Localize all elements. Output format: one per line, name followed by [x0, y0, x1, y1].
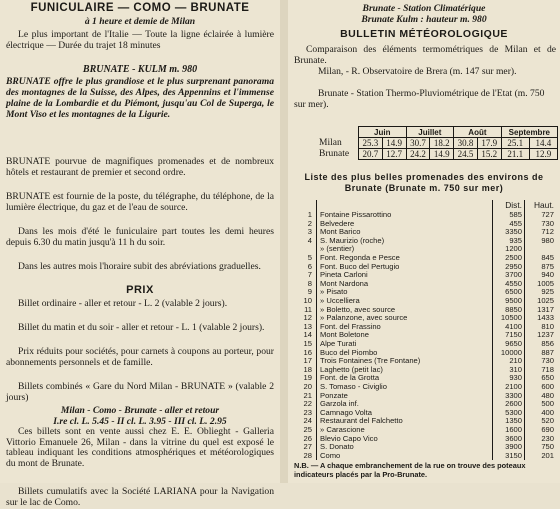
route-distance: 1600: [505, 425, 522, 434]
route-number: 17: [303, 356, 312, 366]
route-name: » Uccelliera: [320, 296, 360, 305]
route-name: Restaurant del Falchetto: [320, 416, 403, 426]
route-distance: 3350: [505, 227, 522, 237]
temp-cell: 21.1: [501, 149, 529, 160]
route-number: 15: [303, 339, 312, 348]
route-distance: 2950: [505, 261, 522, 271]
kulm-header: Brunate Kulm : hauteur m. 980: [361, 14, 487, 25]
route-number: 20: [303, 382, 312, 391]
route-name: Laghetto (petit lac): [320, 364, 383, 374]
panorama-paragraph: BRUNATE offre le plus grandiose et le plus surprenant panorama des montagnes de la Suisse, des Alpes, des Appennins et l'immense plaine de la Lombardie et du Piémont, jusqu'au Col de Superga, le Mont Viso et les montagnes de la Ligurie.: [6, 76, 274, 120]
route-distance: 5300: [505, 407, 522, 417]
temp-cell: 12.9: [529, 149, 557, 160]
route-distance: 1350: [505, 416, 522, 426]
route-distance: 9500: [505, 296, 522, 305]
route-height: 980: [541, 235, 554, 245]
route-distance: 3300: [505, 390, 522, 400]
hotels-paragraph: BRUNATE pourvue de magnifiques promenades et de nombreux hôtels et restaurant de premier et second ordre.: [6, 156, 274, 179]
route-number: 13: [303, 321, 312, 331]
route-name: Camnago Volta: [320, 407, 372, 417]
prix-ordinary: Billet ordinaire - aller et retour - L. 2 (valable 2 jours).: [18, 298, 228, 309]
climate-table: [318, 126, 558, 160]
route-distance: 8850: [505, 304, 522, 314]
route-number: 4: [307, 235, 312, 245]
temp-cell: 12.7: [382, 149, 406, 160]
route-height: 650: [541, 373, 554, 383]
temp-cell: 14.9: [430, 149, 454, 160]
route-name: S. Maurizio (roche): [320, 235, 385, 245]
prix-classes: I.re cl. L. 5.45 - II cl. L. 3.95 - III cl. L. 2.95: [53, 416, 227, 427]
intro-paragraph: Le plus important de l'Italie — Toute la ligne éclairée à lumière électrique — Durée du trajet 18 minutes: [6, 29, 274, 52]
route-distance: 310: [509, 364, 522, 374]
route-number: 6: [307, 261, 312, 271]
bulletin-title: BULLETIN MÉTÉOROLOGIQUE: [340, 28, 508, 40]
station-header: Brunate - Station Climatérique: [362, 3, 486, 14]
route-number: 16: [303, 347, 312, 357]
temp-cell: 30.8: [454, 138, 478, 149]
route-number: 2: [307, 218, 312, 228]
temp-cell: 18.2: [430, 138, 454, 149]
route-number: 18: [303, 364, 312, 374]
dist-column-header: Dist.: [505, 200, 522, 210]
prix-cumulative: Billets cumulatifs avec la Société LARIANA pour la Navigation sur le lac de Como.: [6, 486, 274, 509]
route-number: 12: [303, 313, 312, 323]
footnote: N.B. — A chaque embranchement de la rue on trouve des poteaux indicateurs placés par la Pro-Brunate.: [294, 461, 526, 479]
route-name: Font. de la Grotta: [320, 373, 380, 383]
route-height: 940: [541, 270, 554, 280]
route-number: 19: [303, 373, 312, 383]
route-number: 24: [303, 416, 312, 426]
route-distance: 7150: [505, 330, 522, 340]
route-name: Blevio Capo Vico: [320, 433, 378, 443]
route-name: » Palanzone, avec source: [320, 313, 408, 323]
place-label: Brunate: [319, 149, 350, 159]
prix-route: Milan - Como - Brunate - aller et retour: [60, 405, 220, 416]
prix-heading: PRIX: [126, 284, 154, 296]
route-height: 727: [541, 210, 554, 219]
temp-cell: 14.9: [382, 138, 406, 149]
route-height: 600: [541, 382, 554, 391]
route-height: 856: [541, 339, 554, 348]
route-height: 730: [541, 218, 554, 228]
route-height: 925: [541, 287, 554, 297]
route-distance: 10000: [500, 347, 522, 357]
services-paragraph: BRUNATE est fournie de la poste, du télégraphe, du téléphone, de la lumière électrique, du gaz et de l'eau de source.: [6, 191, 274, 214]
brunate-station: Brunate - Station Thermo-Pluviométrique de l'Etat (m. 750 sur mer).: [294, 88, 545, 110]
prix-combined: Billets combinés « Gare du Nord Milan - BRUNATE » (valable 2 jours): [6, 381, 274, 404]
temp-cell: 15.2: [477, 149, 501, 160]
route-name: Pineta Carloni: [320, 270, 368, 280]
altitude-heading: BRUNATE - KULM m. 980: [82, 64, 198, 75]
route-number: 11: [304, 304, 312, 314]
summer-schedule-paragraph: Dans les mois d'été le funiculaire part toutes les demi heures depuis 6.30 du matin jusqu'à 11 h du soir.: [6, 226, 274, 249]
place-label: Milan: [319, 138, 342, 148]
route-number: 14: [303, 330, 312, 340]
month-header: Juillet: [406, 127, 454, 138]
route-number: 9: [307, 287, 312, 297]
route-number: 22: [303, 399, 312, 409]
route-height: 400: [541, 407, 554, 417]
temp-cell: 24.2: [406, 149, 430, 160]
route-height: 730: [541, 356, 554, 366]
month-header: Septembre: [501, 127, 557, 138]
temp-cell: 20.7: [359, 149, 383, 160]
route-name: » Boletto, avec source: [320, 304, 396, 314]
haut-column-header: Haut.: [533, 200, 554, 210]
route-height: 1005: [537, 278, 554, 288]
column-rule: [524, 200, 525, 460]
route-name: » (sentier): [320, 244, 355, 254]
route-height: 201: [541, 450, 554, 460]
route-name: Buco del Piombo: [320, 347, 378, 357]
route-name: Fontaine Pissarottino: [320, 210, 392, 219]
route-distance: 585: [509, 210, 522, 219]
route-name: Mont Nardona: [320, 278, 369, 288]
route-height: 1317: [537, 304, 554, 314]
route-number: 25: [303, 425, 312, 434]
route-height: 1025: [537, 296, 554, 305]
route-distance: 930: [509, 373, 522, 383]
route-distance: 2600: [505, 399, 522, 409]
route-height: 690: [541, 425, 554, 434]
list-item: [294, 452, 558, 461]
route-height: 520: [541, 416, 554, 426]
route-name: Mont Boletone: [320, 330, 369, 340]
route-number: 21: [303, 390, 312, 400]
route-height: 750: [541, 442, 554, 452]
route-distance: 3700: [505, 270, 522, 280]
prix-sale-points: Ces billets sont en vente aussi chez E. E. Oblieght - Galleria Vittorio Emanuele 26, Milan - dans la vitrine du quel est exposé le tableau indiquant les conditions atmosphériques et météorologiques du mont de Brunate.: [6, 426, 274, 469]
route-distance: 2500: [505, 253, 522, 262]
route-distance: 1200: [505, 244, 522, 254]
funicular-subtitle: à 1 heure et demie de Milan: [84, 16, 196, 27]
route-name: Font. del Frassino: [320, 321, 381, 331]
route-distance: 4100: [505, 321, 522, 331]
route-number: 8: [307, 278, 312, 288]
route-height: 712: [541, 227, 554, 237]
route-name: Como: [320, 450, 341, 460]
route-name: S. Tomaso - Civiglio: [320, 382, 387, 391]
route-name: » Pisato: [320, 287, 348, 297]
column-rule: [492, 200, 493, 460]
route-number: 3: [307, 227, 312, 237]
route-distance: 935: [509, 235, 522, 245]
route-distance: 9650: [505, 339, 522, 348]
route-height: 1433: [537, 313, 554, 323]
route-height: 480: [541, 390, 554, 400]
prix-reduced: Prix réduits pour sociétés, pour carnets à coupons au porteur, pour abonnements personnels et de famille.: [6, 346, 274, 369]
route-number: 10: [303, 296, 312, 305]
temp-cell: 17.9: [477, 138, 501, 149]
route-name: Belvedere: [320, 218, 355, 228]
comparison-line: Comparaison des éléments termométriques de Milan et de Brunate.: [294, 44, 556, 66]
route-name: Font. Regonda e Pesce: [320, 253, 400, 262]
route-distance: 4550: [505, 278, 522, 288]
route-name: Alpe Turati: [320, 339, 357, 348]
right-column: [288, 0, 560, 483]
climate-header-row: [318, 127, 558, 138]
page-gutter: [280, 0, 288, 483]
route-height: 875: [541, 261, 554, 271]
route-name: Trois Fontaines (Tre Fontane): [320, 356, 421, 366]
route-number: 27: [303, 442, 312, 452]
promenades-header: [294, 200, 558, 210]
route-height: 718: [541, 364, 554, 374]
promenades-title: Liste des plus belles promenades des environs de Brunate (Brunate m. 750 sur mer): [304, 172, 544, 193]
route-name: S. Donato: [320, 442, 354, 452]
route-height: 845: [541, 253, 554, 262]
temp-cell: 25.3: [359, 138, 383, 149]
route-name: Ponzate: [320, 390, 348, 400]
route-number: 28: [303, 450, 312, 460]
climate-row-milan: [318, 138, 558, 149]
climate-row-brunate: [318, 149, 558, 160]
route-height: 230: [541, 433, 554, 443]
temp-cell: 30.7: [406, 138, 430, 149]
milan-observatory: Milan, - R. Observatoire de Brera (m. 147 sur mer).: [318, 66, 517, 77]
route-height: 500: [541, 399, 554, 409]
temp-cell: 25.1: [501, 138, 529, 149]
route-distance: 2100: [505, 382, 522, 391]
route-number: 7: [307, 270, 312, 280]
other-months-paragraph: Dans les autres mois l'horaire subit des abréviations graduelles.: [18, 261, 261, 272]
funicular-title: FUNICULAIRE — COMO — BRUNATE: [30, 2, 250, 14]
route-name: » Carascione: [320, 425, 365, 434]
month-header: Juin: [359, 127, 407, 138]
route-distance: 3900: [505, 442, 522, 452]
column-rule: [316, 200, 317, 460]
temp-cell: 24.5: [454, 149, 478, 160]
route-distance: 6500: [505, 287, 522, 297]
route-distance: 10500: [500, 313, 522, 323]
route-number: 5: [307, 253, 312, 262]
route-distance: 455: [509, 218, 522, 228]
temp-cell: 14.4: [529, 138, 557, 149]
month-header: Août: [454, 127, 502, 138]
route-distance: 3150: [505, 450, 522, 460]
route-height: 887: [541, 347, 554, 357]
prix-morning-evening: Billet du matin et du soir - aller et retour - L. 1 (valable 2 jours).: [18, 322, 265, 333]
route-distance: 3600: [505, 433, 522, 443]
route-height: 1237: [537, 330, 554, 340]
route-name: Font. Buco del Pertugio: [320, 261, 400, 271]
route-number: 23: [303, 407, 312, 417]
route-distance: 210: [509, 356, 522, 366]
route-number: 26: [303, 433, 312, 443]
route-height: 810: [541, 321, 554, 331]
route-name: Mont Barico: [320, 227, 361, 237]
route-name: Garzola inf.: [320, 399, 359, 409]
route-number: 1: [307, 210, 312, 219]
